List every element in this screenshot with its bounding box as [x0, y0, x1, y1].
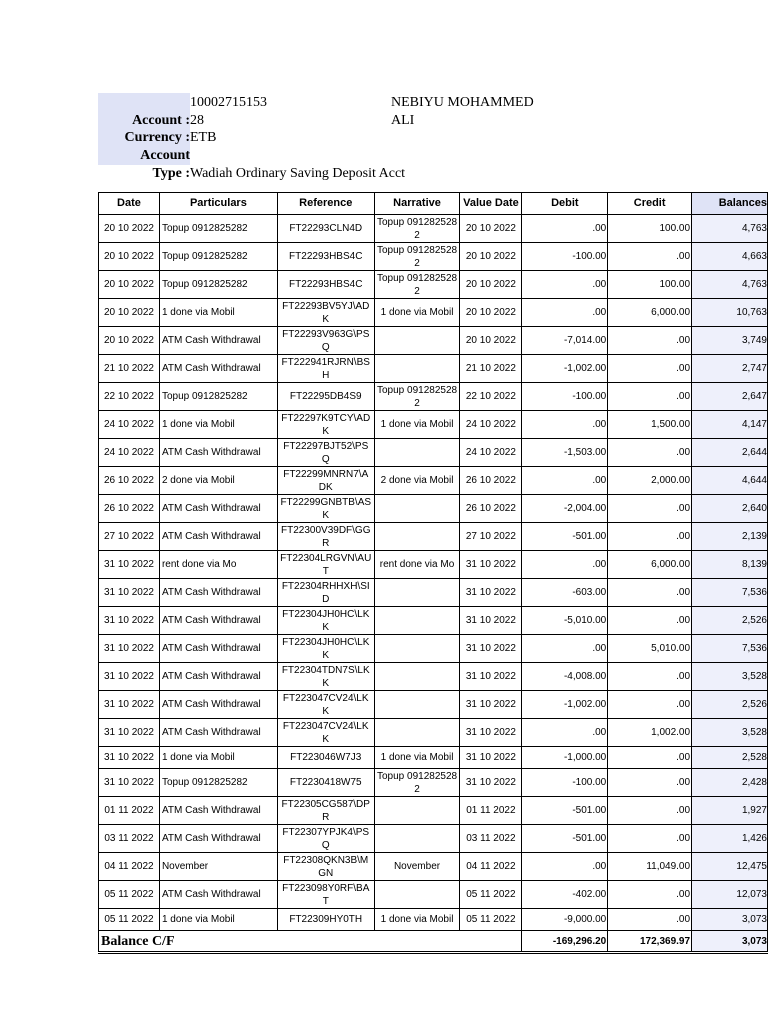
currency-value: ETB — [190, 130, 217, 145]
row-date: 26 10 2022 — [99, 495, 160, 523]
row-date: 31 10 2022 — [99, 747, 160, 769]
row-credit: .00 — [608, 691, 692, 719]
row-reference: FT22304JH0HC\LKK — [277, 635, 374, 663]
row-date: 24 10 2022 — [99, 439, 160, 467]
table-row — [99, 439, 768, 467]
row-value-date: 21 10 2022 — [460, 355, 522, 383]
table-row — [99, 355, 768, 383]
row-particulars: 1 done via Mobil — [159, 909, 277, 931]
row-reference: FT22299GNBTB\ASK — [277, 495, 374, 523]
table-row — [99, 881, 768, 909]
table-row — [99, 797, 768, 825]
row-credit: 100.00 — [608, 271, 692, 299]
row-debit: -9,000.00 — [522, 909, 608, 931]
row-particulars: rent done via Mo — [159, 551, 277, 579]
account-number: 10002715153 — [190, 95, 267, 110]
row-reference: FT22297BJT52\PSQ — [277, 439, 374, 467]
row-particulars: November — [159, 853, 277, 881]
row-debit: -100.00 — [522, 769, 608, 797]
row-debit: .00 — [522, 215, 608, 243]
row-date: 20 10 2022 — [99, 215, 160, 243]
row-debit: .00 — [522, 853, 608, 881]
row-date: 31 10 2022 — [99, 579, 160, 607]
customer-name-line2: ALI — [391, 113, 415, 128]
table-row — [99, 495, 768, 523]
row-value-date: 20 10 2022 — [460, 271, 522, 299]
row-debit: -1,000.00 — [522, 747, 608, 769]
row-balance: 7,536 — [692, 635, 768, 663]
row-balance: 12,073 — [692, 881, 768, 909]
row-credit: 1,002.00 — [608, 719, 692, 747]
row-credit: .00 — [608, 327, 692, 355]
row-balance: 2,747 — [692, 355, 768, 383]
row-debit: -501.00 — [522, 825, 608, 853]
row-balance: 3,528 — [692, 663, 768, 691]
total-debit: -169,296.20 — [522, 931, 608, 953]
row-debit: -100.00 — [522, 383, 608, 411]
row-particulars: Topup 0912825282 — [159, 215, 277, 243]
row-debit: -2,004.00 — [522, 495, 608, 523]
total-balance: 3,073 — [692, 931, 768, 953]
row-value-date: 26 10 2022 — [460, 495, 522, 523]
table-row — [99, 551, 768, 579]
row-debit: .00 — [522, 635, 608, 663]
row-date: 24 10 2022 — [99, 411, 160, 439]
row-particulars: ATM Cash Withdrawal — [159, 663, 277, 691]
row-particulars: Topup 0912825282 — [159, 383, 277, 411]
row-particulars: Topup 0912825282 — [159, 271, 277, 299]
row-reference: FT223047CV24\LKK — [277, 691, 374, 719]
table-header-row — [99, 193, 768, 215]
row-narrative — [374, 607, 460, 635]
row-reference: FT22293BV5YJ\ADK — [277, 299, 374, 327]
row-value-date: 31 10 2022 — [460, 663, 522, 691]
row-narrative — [374, 579, 460, 607]
total-blank — [460, 931, 522, 953]
row-debit: -501.00 — [522, 523, 608, 551]
row-balance: 2,526 — [692, 607, 768, 635]
row-particulars: ATM Cash Withdrawal — [159, 691, 277, 719]
row-narrative — [374, 355, 460, 383]
row-reference: FT22293HBS4C — [277, 243, 374, 271]
row-value-date: 27 10 2022 — [460, 523, 522, 551]
row-value-date: 31 10 2022 — [460, 551, 522, 579]
row-value-date: 20 10 2022 — [460, 327, 522, 355]
row-reference: FT22304RHHXH\SID — [277, 579, 374, 607]
row-balance: 4,663 — [692, 243, 768, 271]
row-reference: FT22304LRGVN\AUT — [277, 551, 374, 579]
account-type-label-line2: Type : — [152, 166, 190, 181]
row-narrative: 1 done via Mobil — [374, 747, 460, 769]
row-reference: FT223047CV24\LKK — [277, 719, 374, 747]
row-value-date: 24 10 2022 — [460, 411, 522, 439]
row-balance: 2,528 — [692, 747, 768, 769]
column-header-reference: Reference — [277, 193, 374, 215]
row-balance: 8,139 — [692, 551, 768, 579]
row-balance: 4,763 — [692, 271, 768, 299]
row-date: 20 10 2022 — [99, 327, 160, 355]
row-value-date: 20 10 2022 — [460, 299, 522, 327]
row-balance: 2,640 — [692, 495, 768, 523]
row-narrative: 2 done via Mobil — [374, 467, 460, 495]
row-value-date: 31 10 2022 — [460, 691, 522, 719]
row-value-date: 05 11 2022 — [460, 909, 522, 931]
account-type-value: Wadiah Ordinary Saving Deposit Acct — [190, 166, 406, 181]
row-reference: FT22293V963G\PSQ — [277, 327, 374, 355]
total-credit: 172,369.97 — [608, 931, 692, 953]
row-debit: -5,010.00 — [522, 607, 608, 635]
table-row — [99, 383, 768, 411]
row-credit: .00 — [608, 909, 692, 931]
row-narrative — [374, 797, 460, 825]
row-particulars: ATM Cash Withdrawal — [159, 579, 277, 607]
row-reference: FT2230418W75 — [277, 769, 374, 797]
row-credit: .00 — [608, 769, 692, 797]
row-particulars: Topup 0912825282 — [159, 769, 277, 797]
row-particulars: ATM Cash Withdrawal — [159, 607, 277, 635]
row-credit: 6,000.00 — [608, 551, 692, 579]
row-particulars: ATM Cash Withdrawal — [159, 881, 277, 909]
row-reference: FT22300V39DF\GGR — [277, 523, 374, 551]
row-date: 21 10 2022 — [99, 355, 160, 383]
row-credit: .00 — [608, 881, 692, 909]
row-narrative — [374, 719, 460, 747]
row-balance: 2,139 — [692, 523, 768, 551]
row-date: 27 10 2022 — [99, 523, 160, 551]
row-narrative: Topup 0912825282 — [374, 769, 460, 797]
row-reference: FT222941RJRN\BSH — [277, 355, 374, 383]
row-date: 26 10 2022 — [99, 467, 160, 495]
table-row — [99, 579, 768, 607]
row-credit: .00 — [608, 439, 692, 467]
balance-carried-forward-row — [99, 931, 768, 953]
row-balance: 4,644 — [692, 467, 768, 495]
row-balance: 2,647 — [692, 383, 768, 411]
table-row — [99, 747, 768, 769]
row-balance: 2,644 — [692, 439, 768, 467]
row-debit: -402.00 — [522, 881, 608, 909]
row-narrative — [374, 663, 460, 691]
row-particulars: ATM Cash Withdrawal — [159, 355, 277, 383]
row-balance: 4,147 — [692, 411, 768, 439]
row-credit: .00 — [608, 523, 692, 551]
row-date: 31 10 2022 — [99, 635, 160, 663]
row-credit: 2,000.00 — [608, 467, 692, 495]
row-date: 20 10 2022 — [99, 243, 160, 271]
row-reference: FT22299MNRN7\ADK — [277, 467, 374, 495]
row-value-date: 31 10 2022 — [460, 579, 522, 607]
account-type-label-line1: Account — [140, 148, 190, 163]
table-row — [99, 691, 768, 719]
row-narrative — [374, 825, 460, 853]
row-narrative — [374, 881, 460, 909]
row-credit: 11,049.00 — [608, 853, 692, 881]
row-value-date: 24 10 2022 — [460, 439, 522, 467]
row-value-date: 20 10 2022 — [460, 215, 522, 243]
row-reference: FT22307YPJK4\PSQ — [277, 825, 374, 853]
row-narrative: 1 done via Mobil — [374, 909, 460, 931]
row-credit: .00 — [608, 495, 692, 523]
row-credit: .00 — [608, 663, 692, 691]
row-particulars: ATM Cash Withdrawal — [159, 439, 277, 467]
row-debit: -7,014.00 — [522, 327, 608, 355]
row-debit: .00 — [522, 299, 608, 327]
row-reference: FT223098Y0RF\BAT — [277, 881, 374, 909]
row-date: 01 11 2022 — [99, 797, 160, 825]
table-row — [99, 663, 768, 691]
table-row — [99, 271, 768, 299]
column-header-date: Date — [99, 193, 160, 215]
row-value-date: 26 10 2022 — [460, 467, 522, 495]
table-row — [99, 909, 768, 931]
row-value-date: 31 10 2022 — [460, 747, 522, 769]
row-balance: 2,526 — [692, 691, 768, 719]
table-row — [99, 327, 768, 355]
row-particulars: ATM Cash Withdrawal — [159, 719, 277, 747]
row-reference: FT22293HBS4C — [277, 271, 374, 299]
currency-label: Currency : — [124, 130, 190, 145]
row-narrative — [374, 495, 460, 523]
row-balance: 10,763 — [692, 299, 768, 327]
row-particulars: 1 done via Mobil — [159, 747, 277, 769]
row-value-date: 05 11 2022 — [460, 881, 522, 909]
row-balance: 1,927 — [692, 797, 768, 825]
table-row — [99, 607, 768, 635]
row-value-date: 22 10 2022 — [460, 383, 522, 411]
row-date: 20 10 2022 — [99, 271, 160, 299]
row-narrative: 1 done via Mobil — [374, 411, 460, 439]
row-reference: FT22305CG587\DPR — [277, 797, 374, 825]
row-balance: 4,763 — [692, 215, 768, 243]
row-debit: .00 — [522, 467, 608, 495]
table-row — [99, 299, 768, 327]
row-narrative: 1 done via Mobil — [374, 299, 460, 327]
row-credit: .00 — [608, 825, 692, 853]
row-value-date: 31 10 2022 — [460, 607, 522, 635]
row-debit: .00 — [522, 719, 608, 747]
row-narrative: November — [374, 853, 460, 881]
row-credit: 6,000.00 — [608, 299, 692, 327]
row-date: 22 10 2022 — [99, 383, 160, 411]
row-date: 31 10 2022 — [99, 663, 160, 691]
table-row — [99, 825, 768, 853]
row-debit: -4,008.00 — [522, 663, 608, 691]
row-narrative: Topup 0912825282 — [374, 271, 460, 299]
row-balance: 7,536 — [692, 579, 768, 607]
row-debit: -501.00 — [522, 797, 608, 825]
row-particulars: ATM Cash Withdrawal — [159, 825, 277, 853]
row-value-date: 20 10 2022 — [460, 243, 522, 271]
row-particulars: 1 done via Mobil — [159, 299, 277, 327]
row-debit: -1,002.00 — [522, 691, 608, 719]
column-header-debit: Debit — [522, 193, 608, 215]
row-narrative — [374, 691, 460, 719]
row-credit: .00 — [608, 607, 692, 635]
row-date: 05 11 2022 — [99, 881, 160, 909]
row-particulars: ATM Cash Withdrawal — [159, 797, 277, 825]
row-particulars: ATM Cash Withdrawal — [159, 495, 277, 523]
row-value-date: 04 11 2022 — [460, 853, 522, 881]
total-label: Balance C/F — [99, 931, 375, 953]
total-blank — [374, 931, 460, 953]
row-narrative: rent done via Mo — [374, 551, 460, 579]
row-debit: -1,002.00 — [522, 355, 608, 383]
row-particulars: Topup 0912825282 — [159, 243, 277, 271]
row-value-date: 03 11 2022 — [460, 825, 522, 853]
row-credit: 100.00 — [608, 215, 692, 243]
column-header-credit: Credit — [608, 193, 692, 215]
row-narrative — [374, 635, 460, 663]
row-particulars: ATM Cash Withdrawal — [159, 523, 277, 551]
row-date: 04 11 2022 — [99, 853, 160, 881]
row-reference: FT22304JH0HC\LKK — [277, 607, 374, 635]
row-reference: FT22304TDN7S\LKK — [277, 663, 374, 691]
row-date: 31 10 2022 — [99, 551, 160, 579]
row-narrative: Topup 0912825282 — [374, 383, 460, 411]
statement-table — [98, 192, 768, 954]
row-reference: FT22297K9TCY\ADK — [277, 411, 374, 439]
table-row — [99, 769, 768, 797]
row-date: 31 10 2022 — [99, 607, 160, 635]
table-row — [99, 523, 768, 551]
table-row — [99, 467, 768, 495]
row-balance: 2,428 — [692, 769, 768, 797]
table-row — [99, 719, 768, 747]
row-narrative: Topup 0912825282 — [374, 243, 460, 271]
row-credit: 5,010.00 — [608, 635, 692, 663]
row-reference: FT22293CLN4D — [277, 215, 374, 243]
column-header-particulars: Particulars — [159, 193, 277, 215]
row-value-date: 31 10 2022 — [460, 769, 522, 797]
row-date: 31 10 2022 — [99, 769, 160, 797]
table-row — [99, 853, 768, 881]
row-date: 03 11 2022 — [99, 825, 160, 853]
column-header-narrative: Narrative — [374, 193, 460, 215]
table-row — [99, 411, 768, 439]
customer-name-line1: NEBIYU MOHAMMED — [391, 95, 534, 110]
row-balance: 3,073 — [692, 909, 768, 931]
row-reference: FT22295DB4S9 — [277, 383, 374, 411]
row-narrative — [374, 523, 460, 551]
column-header-balances: Balances — [692, 193, 768, 215]
account-label: Account : — [132, 113, 190, 128]
table-row — [99, 243, 768, 271]
row-particulars: 2 done via Mobil — [159, 467, 277, 495]
row-reference: FT223046W7J3 — [277, 747, 374, 769]
table-row — [99, 635, 768, 663]
row-value-date: 31 10 2022 — [460, 635, 522, 663]
table-row — [99, 215, 768, 243]
row-credit: .00 — [608, 747, 692, 769]
row-credit: 1,500.00 — [608, 411, 692, 439]
row-debit: .00 — [522, 551, 608, 579]
row-credit: .00 — [608, 383, 692, 411]
account-suffix: 28 — [190, 113, 204, 128]
row-narrative — [374, 327, 460, 355]
row-credit: .00 — [608, 797, 692, 825]
row-balance: 3,528 — [692, 719, 768, 747]
row-date: 20 10 2022 — [99, 299, 160, 327]
row-debit: .00 — [522, 411, 608, 439]
row-reference: FT22309HY0TH — [277, 909, 374, 931]
row-credit: .00 — [608, 579, 692, 607]
row-balance: 3,749 — [692, 327, 768, 355]
row-particulars: ATM Cash Withdrawal — [159, 327, 277, 355]
row-balance: 12,475 — [692, 853, 768, 881]
column-header-value-date: Value Date — [460, 193, 522, 215]
row-value-date: 01 11 2022 — [460, 797, 522, 825]
row-date: 31 10 2022 — [99, 719, 160, 747]
row-debit: -1,503.00 — [522, 439, 608, 467]
row-debit: .00 — [522, 271, 608, 299]
row-debit: -603.00 — [522, 579, 608, 607]
row-debit: -100.00 — [522, 243, 608, 271]
row-credit: .00 — [608, 243, 692, 271]
row-value-date: 31 10 2022 — [460, 719, 522, 747]
row-credit: .00 — [608, 355, 692, 383]
row-particulars: ATM Cash Withdrawal — [159, 635, 277, 663]
row-balance: 1,426 — [692, 825, 768, 853]
row-narrative — [374, 439, 460, 467]
row-date: 31 10 2022 — [99, 691, 160, 719]
row-reference: FT22308QKN3B\MGN — [277, 853, 374, 881]
row-narrative: Topup 0912825282 — [374, 215, 460, 243]
row-date: 05 11 2022 — [99, 909, 160, 931]
row-particulars: 1 done via Mobil — [159, 411, 277, 439]
